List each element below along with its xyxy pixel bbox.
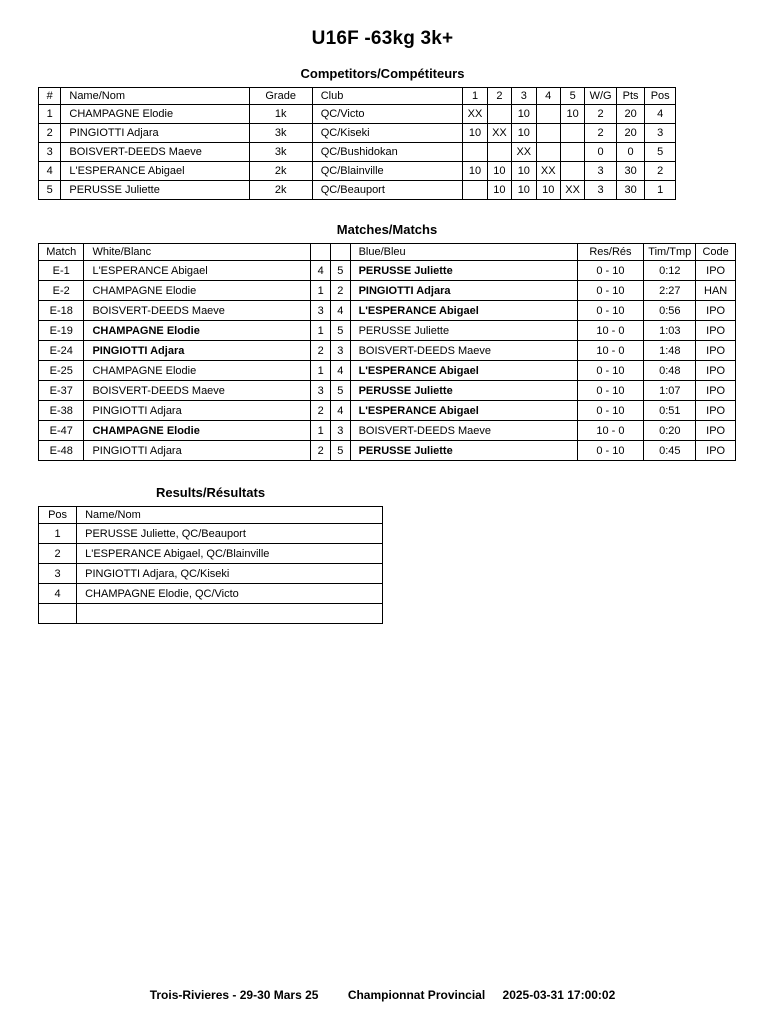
results-header-pos: Pos [39, 507, 77, 524]
competitor-grade: 2k [249, 181, 312, 200]
result-name: PERUSSE Juliette, QC/Beauport [77, 524, 383, 544]
match-time: 0:45 [644, 441, 696, 461]
match-time: 0:20 [644, 421, 696, 441]
match-white-name: BOISVERT-DEEDS Maeve [84, 381, 311, 401]
competitor-pts: 0 [616, 143, 644, 162]
match-result: 10 - 0 [577, 421, 644, 441]
match-blue-name: PERUSSE Juliette [350, 261, 577, 281]
matches-header-tim: Tim/Tmp [644, 244, 696, 261]
match-id: E-25 [39, 361, 84, 381]
competitors-header-pts: Pts [616, 88, 644, 105]
competitor-cell-2 [487, 143, 511, 162]
result-pos: 3 [39, 564, 77, 584]
competitor-cell-1 [463, 143, 487, 162]
competitors-section-title: Competitors/Compétiteurs [300, 66, 465, 81]
table-row [39, 524, 383, 544]
results-header-row [39, 507, 383, 524]
competitor-grade: 1k [249, 105, 312, 124]
competitors-table [38, 87, 676, 200]
match-result: 0 - 10 [577, 381, 644, 401]
match-white-num: 4 [311, 261, 331, 281]
match-blue-name: PERUSSE Juliette [350, 321, 577, 341]
result-name [77, 604, 383, 624]
match-white-num: 1 [311, 321, 331, 341]
table-row [39, 401, 736, 421]
match-id: E-1 [39, 261, 84, 281]
match-blue-num: 4 [330, 361, 350, 381]
table-row [39, 181, 676, 200]
match-white-name: PINGIOTTI Adjara [84, 441, 311, 461]
match-code: IPO [696, 261, 736, 281]
match-id: E-24 [39, 341, 84, 361]
matches-table [38, 243, 736, 461]
match-white-num: 3 [311, 381, 331, 401]
match-result: 0 - 10 [577, 301, 644, 321]
match-code: IPO [696, 441, 736, 461]
competitors-header-1: 1 [463, 88, 487, 105]
competitor-wg: 3 [585, 181, 617, 200]
competitor-cell-4 [536, 124, 560, 143]
matches-header-blue-score [330, 244, 350, 261]
competitor-pts: 30 [616, 181, 644, 200]
match-code: IPO [696, 421, 736, 441]
match-blue-name: L'ESPERANCE Abigael [350, 401, 577, 421]
competitor-cell-4 [536, 105, 560, 124]
matches-header-res: Res/Rés [577, 244, 644, 261]
competitor-grade: 3k [249, 124, 312, 143]
page-footer [0, 988, 765, 1002]
table-row [39, 321, 736, 341]
competitor-wg: 2 [585, 105, 617, 124]
match-time: 0:48 [644, 361, 696, 381]
table-row [39, 381, 736, 401]
competitor-wg: 2 [585, 124, 617, 143]
competitors-header-name: Name/Nom [61, 88, 249, 105]
table-row [39, 421, 736, 441]
footer-venue: Trois-Rivieres - 29-30 Mars 25 [149, 988, 319, 1002]
competitor-grade: 2k [249, 162, 312, 181]
competitor-cell-4: 10 [536, 181, 560, 200]
result-pos: 1 [39, 524, 77, 544]
table-row [39, 341, 736, 361]
match-blue-name: BOISVERT-DEEDS Maeve [350, 341, 577, 361]
match-time: 0:51 [644, 401, 696, 421]
match-blue-num: 5 [330, 381, 350, 401]
matches-header-white: White/Blanc [84, 244, 311, 261]
competitors-header-2: 2 [487, 88, 511, 105]
match-white-num: 2 [311, 441, 331, 461]
match-white-num: 1 [311, 281, 331, 301]
match-result: 10 - 0 [577, 321, 644, 341]
table-row [39, 124, 676, 143]
competitors-header-wg: W/G [585, 88, 617, 105]
match-blue-num: 2 [330, 281, 350, 301]
match-id: E-47 [39, 421, 84, 441]
result-pos [39, 604, 77, 624]
competitors-header-4: 4 [536, 88, 560, 105]
match-white-num: 1 [311, 421, 331, 441]
competitor-num: 4 [39, 162, 61, 181]
competitors-header-pos: Pos [645, 88, 676, 105]
match-code: IPO [696, 321, 736, 341]
competitor-pos: 4 [645, 105, 676, 124]
match-white-name: CHAMPAGNE Elodie [84, 361, 311, 381]
competitor-cell-1: 10 [463, 162, 487, 181]
match-id: E-19 [39, 321, 84, 341]
competitor-cell-5: 10 [560, 105, 584, 124]
match-time: 1:07 [644, 381, 696, 401]
match-white-name: BOISVERT-DEEDS Maeve [84, 301, 311, 321]
table-row [39, 281, 736, 301]
competitor-cell-2: 10 [487, 162, 511, 181]
results-table [38, 506, 383, 624]
competitor-cell-1: 10 [463, 124, 487, 143]
table-row [39, 261, 736, 281]
result-pos: 2 [39, 544, 77, 564]
match-blue-num: 3 [330, 421, 350, 441]
match-white-num: 2 [311, 341, 331, 361]
competitor-cell-2 [487, 105, 511, 124]
table-row [39, 143, 676, 162]
competitor-cell-2: XX [487, 124, 511, 143]
match-code: IPO [696, 381, 736, 401]
competitor-club: QC/Beauport [312, 181, 463, 200]
competitor-cell-3: XX [512, 143, 536, 162]
match-white-num: 2 [311, 401, 331, 421]
match-result: 10 - 0 [577, 341, 644, 361]
table-row [39, 604, 383, 624]
match-white-num: 1 [311, 361, 331, 381]
result-name: PINGIOTTI Adjara, QC/Kiseki [77, 564, 383, 584]
competitors-header-grade: Grade [249, 88, 312, 105]
match-blue-name: PINGIOTTI Adjara [350, 281, 577, 301]
competitor-name: CHAMPAGNE Elodie [61, 105, 249, 124]
competitor-wg: 3 [585, 162, 617, 181]
competitor-pts: 20 [616, 105, 644, 124]
match-time: 0:56 [644, 301, 696, 321]
competitor-club: QC/Blainville [312, 162, 463, 181]
match-id: E-18 [39, 301, 84, 321]
competitor-name: PERUSSE Juliette [61, 181, 249, 200]
table-row [39, 162, 676, 181]
match-blue-num: 4 [330, 401, 350, 421]
match-id: E-2 [39, 281, 84, 301]
match-white-name: PINGIOTTI Adjara [84, 401, 311, 421]
competitor-cell-3: 10 [512, 105, 536, 124]
competitor-wg: 0 [585, 143, 617, 162]
match-time: 1:03 [644, 321, 696, 341]
competitor-pos: 2 [645, 162, 676, 181]
match-code: IPO [696, 301, 736, 321]
competitor-club: QC/Victo [312, 105, 463, 124]
competitors-header-num: # [39, 88, 61, 105]
competitor-name: PINGIOTTI Adjara [61, 124, 249, 143]
table-row [39, 564, 383, 584]
competitor-cell-4: XX [536, 162, 560, 181]
result-name: L'ESPERANCE Abigael, QC/Blainville [77, 544, 383, 564]
competitor-cell-5 [560, 143, 584, 162]
match-time: 2:27 [644, 281, 696, 301]
match-white-name: CHAMPAGNE Elodie [84, 421, 311, 441]
competitor-cell-3: 10 [512, 124, 536, 143]
competitor-num: 5 [39, 181, 61, 200]
match-result: 0 - 10 [577, 261, 644, 281]
competitor-club: QC/Kiseki [312, 124, 463, 143]
match-result: 0 - 10 [577, 401, 644, 421]
table-row [39, 105, 676, 124]
competitor-cell-3: 10 [512, 162, 536, 181]
match-white-num: 3 [311, 301, 331, 321]
competitor-grade: 3k [249, 143, 312, 162]
competitor-pts: 30 [616, 162, 644, 181]
table-row [39, 301, 736, 321]
results-header-name: Name/Nom [77, 507, 383, 524]
match-blue-name: L'ESPERANCE Abigael [350, 301, 577, 321]
match-id: E-37 [39, 381, 84, 401]
result-name: CHAMPAGNE Elodie, QC/Victo [77, 584, 383, 604]
matches-section-title: Matches/Matchs [336, 222, 438, 237]
match-result: 0 - 10 [577, 361, 644, 381]
competitor-name: L'ESPERANCE Abigael [61, 162, 249, 181]
competitor-pts: 20 [616, 124, 644, 143]
competitor-cell-5: XX [560, 181, 584, 200]
match-id: E-38 [39, 401, 84, 421]
competitor-pos: 1 [645, 181, 676, 200]
match-blue-num: 5 [330, 321, 350, 341]
matches-header-white-score [311, 244, 331, 261]
competitor-cell-2: 10 [487, 181, 511, 200]
match-blue-name: PERUSSE Juliette [350, 441, 577, 461]
competitor-cell-1: XX [463, 105, 487, 124]
competitor-num: 3 [39, 143, 61, 162]
match-result: 0 - 10 [577, 441, 644, 461]
competitor-num: 2 [39, 124, 61, 143]
match-id: E-48 [39, 441, 84, 461]
competitor-num: 1 [39, 105, 61, 124]
competitors-header-3: 3 [512, 88, 536, 105]
table-row [39, 361, 736, 381]
table-row [39, 584, 383, 604]
page [0, 28, 765, 1018]
competitors-header-5: 5 [560, 88, 584, 105]
competitor-name: BOISVERT-DEEDS Maeve [61, 143, 249, 162]
match-white-name: CHAMPAGNE Elodie [84, 281, 311, 301]
match-code: IPO [696, 361, 736, 381]
match-time: 0:12 [644, 261, 696, 281]
competitor-cell-5 [560, 124, 584, 143]
page-title: U16F -63kg 3k+ [311, 28, 454, 49]
result-pos: 4 [39, 584, 77, 604]
competitor-cell-4 [536, 143, 560, 162]
table-row [39, 441, 736, 461]
match-blue-num: 5 [330, 261, 350, 281]
match-blue-name: BOISVERT-DEEDS Maeve [350, 421, 577, 441]
competitor-club: QC/Bushidokan [312, 143, 463, 162]
matches-header-row [39, 244, 736, 261]
match-white-name: CHAMPAGNE Elodie [84, 321, 311, 341]
footer-event: Championnat Provincial [347, 988, 486, 1002]
competitors-header-club: Club [312, 88, 463, 105]
competitor-cell-1 [463, 181, 487, 200]
competitor-pos: 5 [645, 143, 676, 162]
matches-header-match: Match [39, 244, 84, 261]
matches-header-blue: Blue/Bleu [350, 244, 577, 261]
competitors-header-row [39, 88, 676, 105]
match-code: IPO [696, 341, 736, 361]
competitor-pos: 3 [645, 124, 676, 143]
competitor-cell-3: 10 [512, 181, 536, 200]
match-code: HAN [696, 281, 736, 301]
match-time: 1:48 [644, 341, 696, 361]
competitor-cell-5 [560, 162, 584, 181]
matches-header-code: Code [696, 244, 736, 261]
match-code: IPO [696, 401, 736, 421]
match-white-name: PINGIOTTI Adjara [84, 341, 311, 361]
match-white-name: L'ESPERANCE Abigael [84, 261, 311, 281]
match-blue-num: 5 [330, 441, 350, 461]
match-blue-name: PERUSSE Juliette [350, 381, 577, 401]
results-section-title: Results/Résultats [155, 485, 266, 500]
match-blue-num: 3 [330, 341, 350, 361]
footer-timestamp: 2025-03-31 17:00:02 [502, 988, 616, 1002]
match-blue-name: L'ESPERANCE Abigael [350, 361, 577, 381]
match-blue-num: 4 [330, 301, 350, 321]
table-row [39, 544, 383, 564]
match-result: 0 - 10 [577, 281, 644, 301]
